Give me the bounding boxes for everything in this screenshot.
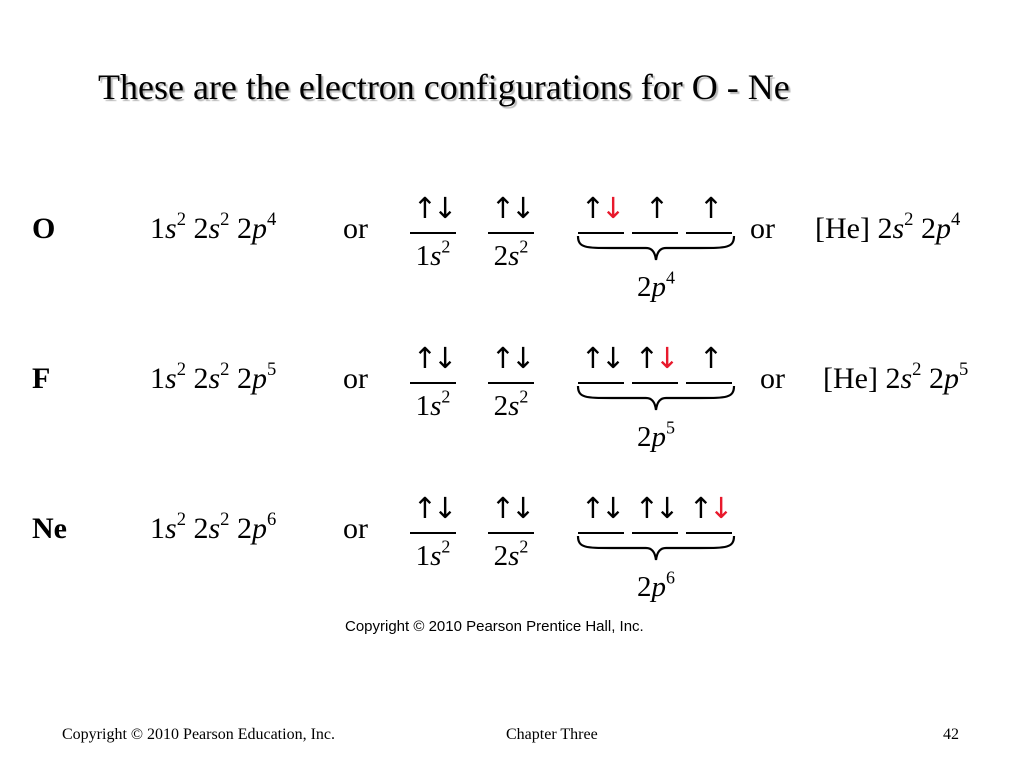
- footer-chapter: Chapter Three: [506, 726, 598, 743]
- spin-down-arrow-icon: ↓: [601, 341, 622, 375]
- or-connector: or: [343, 212, 368, 245]
- spin-up-arrow-icon: ↑: [580, 491, 601, 525]
- spin-arrows: [632, 186, 678, 230]
- electron-configuration: $1s^2$ $2s^2$ $2p^5$: [150, 358, 277, 395]
- spin-up-arrow-icon: ↑: [412, 191, 433, 225]
- orbital-box-2p: [686, 336, 732, 384]
- orbital-label: $2s^2$: [493, 386, 529, 422]
- orbital-line: [488, 382, 534, 384]
- orbital-box-2p: [632, 186, 678, 234]
- spin-up-arrow-icon: ↑: [490, 341, 511, 375]
- orbital-label: $1s^2$: [415, 386, 451, 422]
- spin-up-arrow-icon: ↑: [698, 191, 720, 225]
- curly-brace-icon: [576, 384, 736, 412]
- spin-down-arrow-icon: ↓: [433, 191, 454, 225]
- noble-gas-configuration: [He] $2s^2$ $2p^5$: [823, 358, 969, 395]
- orbital-box-1s: [410, 336, 456, 423]
- or-connector: or: [760, 362, 785, 395]
- p-sublevel-label: $2p^4$: [637, 267, 675, 303]
- orbital-box-2p: [632, 336, 678, 384]
- spin-down-arrow-icon: ↓: [511, 341, 532, 375]
- spin-arrows: [578, 336, 624, 380]
- spin-arrows: [410, 186, 456, 230]
- orbital-label: $1s^2$: [415, 236, 451, 272]
- or-connector: or: [343, 362, 368, 395]
- spin-up-arrow-icon: ↑: [412, 491, 433, 525]
- orbital-box-2p: [686, 486, 732, 534]
- spin-down-arrow-icon: ↓: [601, 191, 622, 225]
- spin-down-arrow-icon: ↓: [655, 341, 676, 375]
- spin-down-arrow-icon: ↓: [709, 491, 730, 525]
- spin-arrows: [686, 336, 732, 380]
- orbital-box-2p: [578, 486, 624, 534]
- footer-copyright: Copyright © 2010 Pearson Education, Inc.: [62, 726, 335, 743]
- image-credit: Copyright © 2010 Pearson Prentice Hall, Inc.: [345, 618, 644, 635]
- orbital-line: [410, 232, 456, 234]
- orbital-label: $2s^2$: [493, 236, 529, 272]
- orbital-line: [488, 232, 534, 234]
- config-row-oxygen: [0, 186, 1024, 326]
- spin-up-arrow-icon: ↑: [580, 341, 601, 375]
- curly-brace-icon: [576, 234, 736, 262]
- spin-up-arrow-icon: ↑: [490, 191, 511, 225]
- orbital-box-2s: [488, 186, 534, 273]
- spin-arrows: [488, 336, 534, 380]
- spin-arrows: [488, 486, 534, 530]
- orbital-box-2p: [632, 486, 678, 534]
- p-sublevel-label: $2p^5$: [637, 417, 675, 453]
- spin-up-arrow-icon: ↑: [688, 491, 709, 525]
- orbital-box-1s: [410, 186, 456, 273]
- spin-up-arrow-icon: ↑: [634, 341, 655, 375]
- or-connector: or: [750, 212, 775, 245]
- spin-up-arrow-icon: ↑: [580, 191, 601, 225]
- spin-down-arrow-icon: ↓: [511, 491, 532, 525]
- spin-up-arrow-icon: ↑: [698, 341, 720, 375]
- orbital-label: $1s^2$: [415, 536, 451, 572]
- spin-arrows: [578, 186, 624, 230]
- noble-gas-configuration: [He] $2s^2$ $2p^4$: [815, 208, 961, 245]
- orbital-box-2s: [488, 486, 534, 573]
- orbital-box-2s: [488, 336, 534, 423]
- orbital-box-2p: [578, 186, 624, 234]
- spin-arrows: [410, 486, 456, 530]
- spin-arrows: [410, 336, 456, 380]
- electron-configuration: $1s^2$ $2s^2$ $2p^6$: [150, 508, 277, 545]
- orbital-line: [410, 382, 456, 384]
- spin-down-arrow-icon: ↓: [511, 191, 532, 225]
- spin-arrows: [488, 186, 534, 230]
- element-symbol: Ne: [32, 512, 67, 545]
- element-symbol: F: [32, 362, 51, 395]
- orbital-line: [488, 532, 534, 534]
- p-sublevel-label: $2p^6$: [637, 567, 675, 603]
- orbital-box-2p: [686, 186, 732, 234]
- spin-up-arrow-icon: ↑: [490, 491, 511, 525]
- curly-brace-icon: [576, 534, 736, 562]
- slide-title: These are the electron configurations for O - Ne: [98, 67, 790, 107]
- config-row-neon: [0, 486, 1024, 626]
- orbital-label: $2s^2$: [493, 536, 529, 572]
- spin-down-arrow-icon: ↓: [433, 341, 454, 375]
- spin-down-arrow-icon: ↓: [433, 491, 454, 525]
- spin-arrows: [686, 186, 732, 230]
- spin-up-arrow-icon: ↑: [634, 491, 655, 525]
- spin-arrows: [686, 486, 732, 530]
- spin-down-arrow-icon: ↓: [601, 491, 622, 525]
- spin-arrows: [632, 486, 678, 530]
- spin-arrows: [632, 336, 678, 380]
- spin-up-arrow-icon: ↑: [644, 191, 666, 225]
- spin-down-arrow-icon: ↓: [655, 491, 676, 525]
- footer-page-number: 42: [943, 726, 959, 743]
- or-connector: or: [343, 512, 368, 545]
- orbital-box-2p: [578, 336, 624, 384]
- element-symbol: O: [32, 212, 56, 245]
- electron-configuration: $1s^2$ $2s^2$ $2p^4$: [150, 208, 277, 245]
- orbital-line: [410, 532, 456, 534]
- spin-up-arrow-icon: ↑: [412, 341, 433, 375]
- config-row-fluorine: [0, 336, 1024, 476]
- orbital-box-1s: [410, 486, 456, 573]
- spin-arrows: [578, 486, 624, 530]
